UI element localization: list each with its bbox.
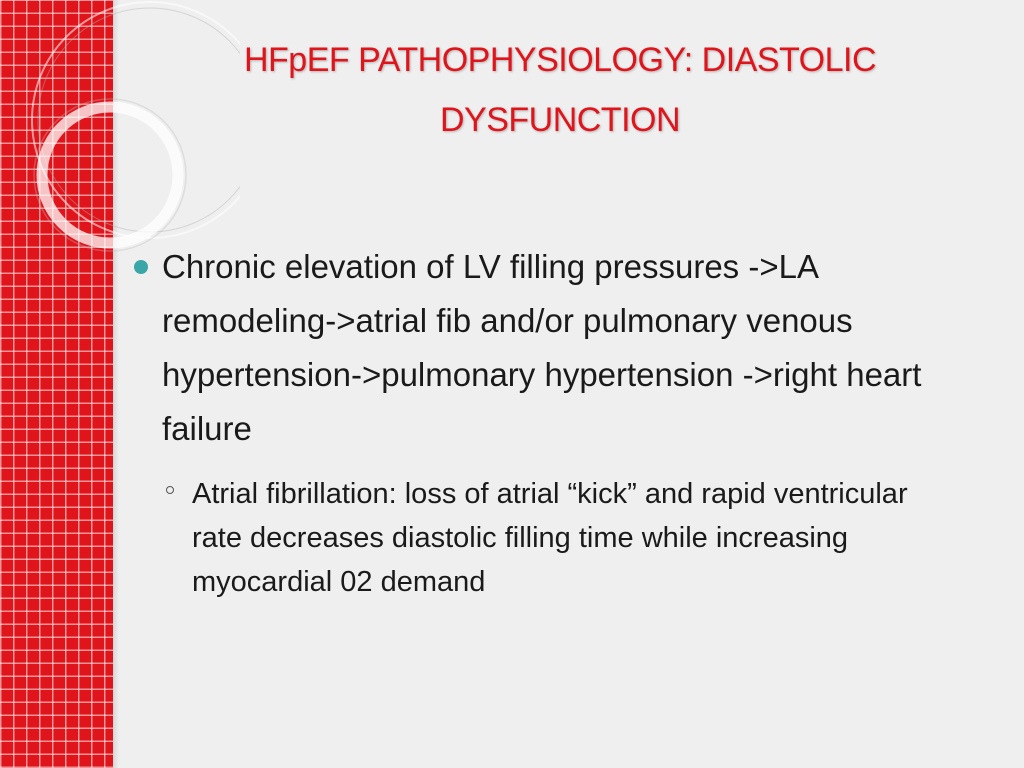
slide-body [130,240,950,604]
bullet-dot-icon [134,260,148,274]
sub-bullet-ring-icon [166,486,174,494]
slide-title: HFpEF PATHOPHYSIOLOGY: DIASTOLIC DYSFUNCTION [243,41,877,139]
sub-bullet-item [162,472,950,604]
sub-bullet-text: Atrial fibrillation: loss of atrial “kick” and rapid ventricular rate decreases diastolic filling time while increasing myocardial 02 demand [192,478,908,598]
bullet-text: Chronic elevation of LV filling pressures ->LA remodeling->atrial fib and/or pulmonary venous hypertension->pulmonary hypertension ->right heart failure [162,248,922,447]
bullet-item [130,240,950,456]
